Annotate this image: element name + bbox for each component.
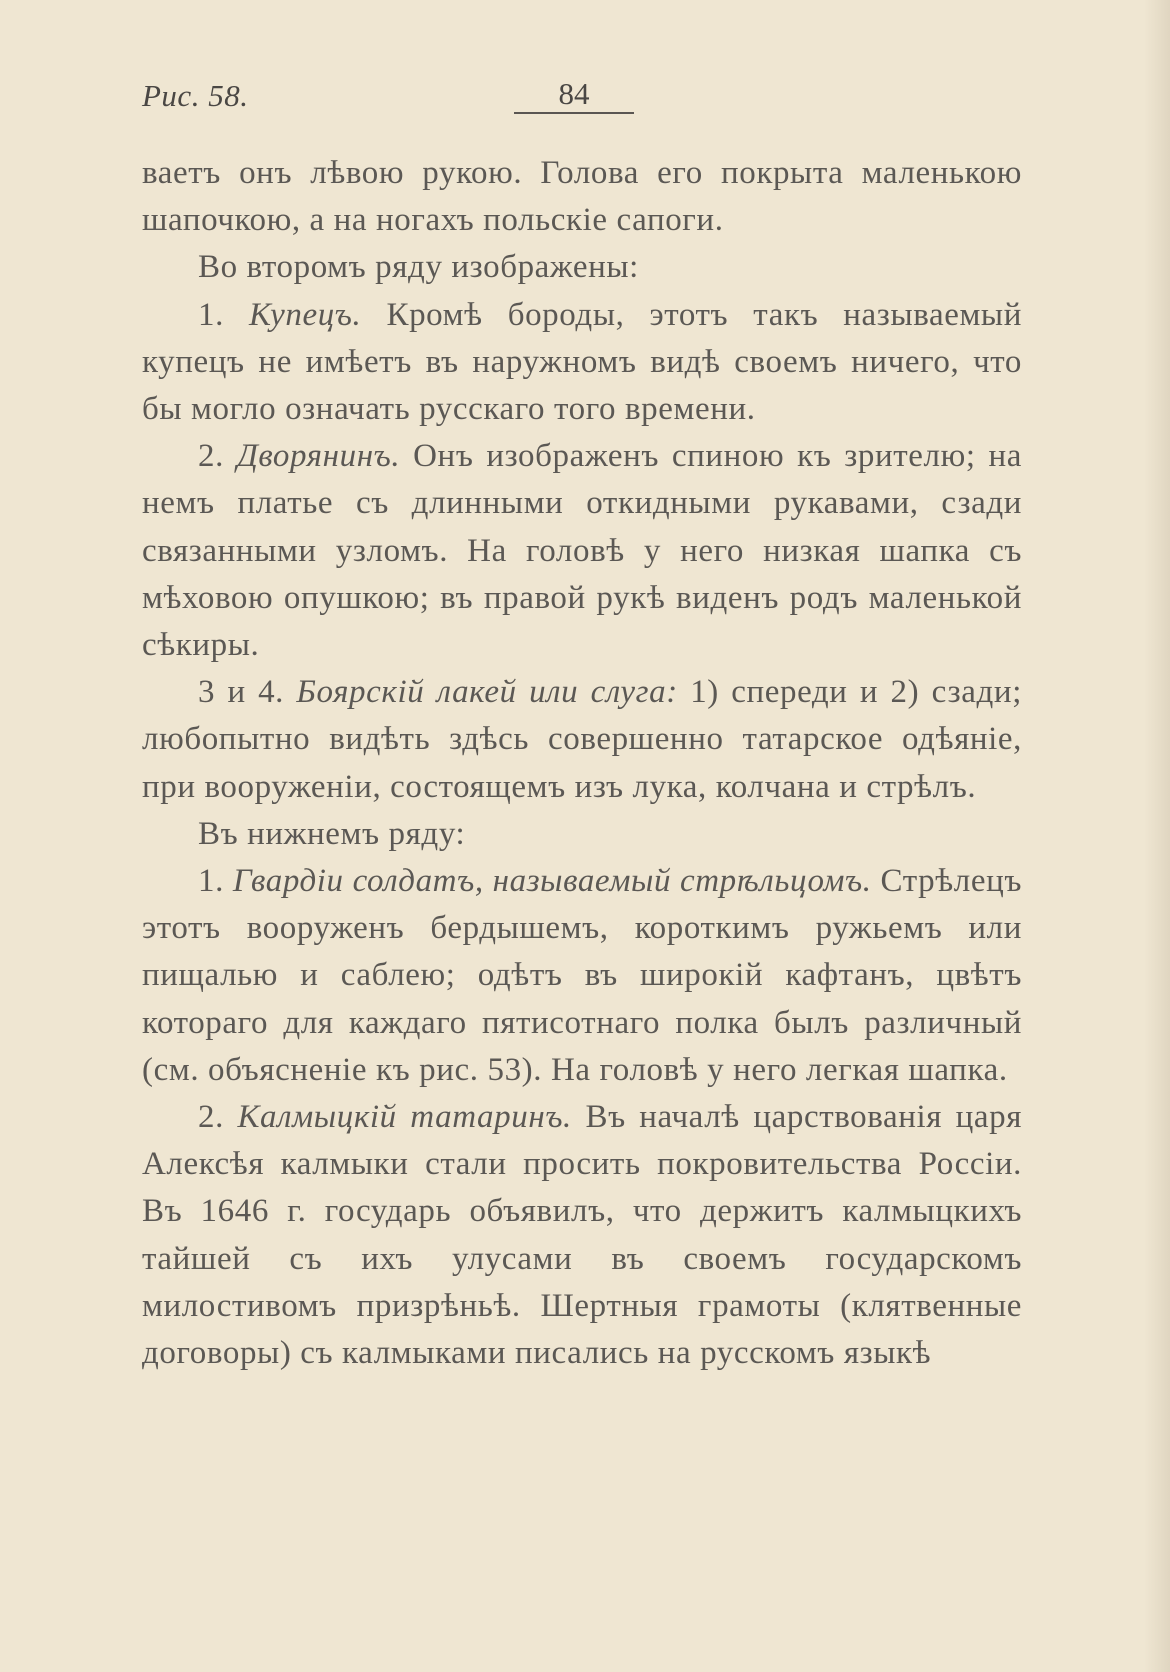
- paragraph-kalmyk: [142, 1094, 1022, 1377]
- paragraph-continuation: [142, 150, 1022, 244]
- item-number: 2.: [198, 438, 224, 475]
- paragraph-text: Въ нижнемъ ряду:: [198, 815, 466, 852]
- paragraph-streltsy: [142, 858, 1022, 1094]
- page-number: 84: [558, 76, 590, 111]
- paragraph-boyar-servant: [142, 669, 1022, 811]
- figure-caption: Рис. 58.: [142, 78, 249, 113]
- item-number: 1.: [198, 296, 224, 333]
- page-number-rule: [514, 112, 634, 114]
- paragraph-text: Стрѣлецъ этотъ вооруженъ бердышемъ, короткимъ ружьемъ или пищалью и саблею; одѣтъ въ широкій кафтанъ, цвѣтъ котораго для каждаго пятисотнаго полка былъ различный (см. объясненіе къ рис. 53). На головѣ у него легкая шапка.: [142, 863, 1022, 1088]
- item-title: Калмыцкій татаринъ.: [237, 1099, 572, 1136]
- item-number: 3 и 4.: [198, 674, 285, 711]
- paragraph-nobleman: [142, 433, 1022, 669]
- item-title: Боярскій лакей или слуга:: [296, 674, 678, 711]
- item-number: 1.: [198, 863, 224, 900]
- body-text: [142, 150, 1022, 1377]
- item-title: Гвардіи солдатъ, называемый стрѣльцомъ.: [232, 863, 872, 900]
- paragraph-text: ваетъ онъ лѣвою рукою. Голова его покрыта маленькою шапочкою, а на ногахъ польскіе сапоги.: [142, 155, 1022, 239]
- paragraph-second-row-intro: [142, 244, 1022, 291]
- paragraph-text: Во второмъ ряду изображены:: [198, 249, 639, 286]
- page-header: [142, 70, 1022, 120]
- paragraph-bottom-row-intro: [142, 811, 1022, 858]
- paragraph-text: Въ началѣ царствованія царя Алексѣя калмыки стали просить покровительства Россіи. Въ 1646 г. государь объявилъ, что держитъ калмыцкихъ тайшей съ ихъ улусами въ своемъ государскомъ милостивомъ призрѣньѣ. Шертныя грамоты (клятвенные договоры) съ калмыками писались на русскомъ языкѣ: [142, 1099, 1023, 1372]
- item-title: Купецъ.: [249, 296, 362, 333]
- item-number: 2.: [198, 1099, 224, 1136]
- item-title: Дворянинъ.: [236, 438, 401, 475]
- paragraph-merchant: [142, 292, 1022, 434]
- paragraph-text: 1) спереди и 2) сзади; любопытно видѣть здѣсь совершенно татарское одѣяніе, при вооруженіи, состоящемъ изъ лука, колчана и стрѣлъ.: [142, 674, 1022, 805]
- paragraph-text: Кромѣ бороды, этотъ такъ называемый купецъ не имѣетъ въ наружномъ видѣ своемъ ничего, что бы могло означать русскаго того времени.: [142, 296, 1022, 428]
- paragraph-text: Онъ изображенъ спиною къ зрителю; на немъ платье съ длинными откидными рукавами, сзади связанными узломъ. На головѣ у него низкая шапка съ мѣховою опушкою; въ правой рукѣ виденъ родъ маленькой сѣкиры.: [142, 438, 1023, 664]
